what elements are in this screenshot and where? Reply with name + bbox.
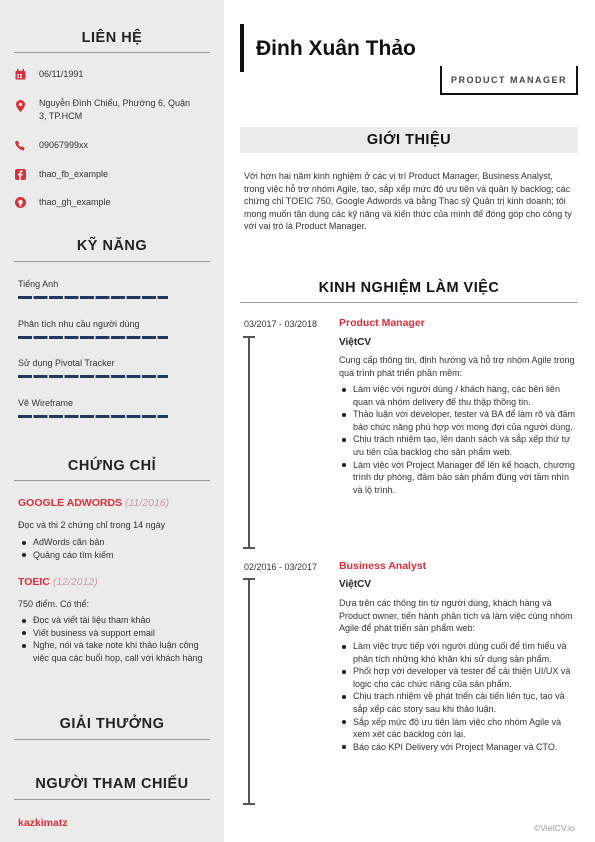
cert-title — [18, 497, 169, 509]
list-item: Viết business và support email — [20, 627, 210, 640]
list-item: Phối hợp với developer và tester để cải thiện UI/UX và logic cho các chức năng của sản phẩm. — [341, 665, 579, 690]
timeline-marker — [243, 803, 255, 805]
contact-phone — [14, 139, 214, 152]
contact-address — [14, 97, 214, 123]
skill-level-bar — [18, 336, 168, 339]
skill-item — [18, 397, 194, 418]
awards-heading: GIẢI THƯỞNG — [59, 716, 165, 732]
contact-heading: LIÊN HỆ — [81, 30, 143, 46]
skill-level-bar — [18, 415, 168, 418]
github-text: thao_gh_example — [39, 197, 111, 207]
list-item: Nghe, nói và take note khi thảo luận công việc qua các buổi họp, call với khách hàng — [20, 639, 210, 664]
skill-item — [18, 357, 194, 378]
skill-name: Tiếng Anh — [18, 279, 59, 289]
list-item: Làm việc trực tiếp với người dùng cuối để tìm hiểu và phân tích những khó khăn khi sử dụng sản phẩm. — [341, 640, 579, 665]
list-item: Chịu trách nhiệm về phát triển cải tiến liên tục, tạo và sắp xếp các story sau khi thảo luận. — [341, 690, 579, 715]
list-item: AdWords căn bản — [20, 536, 216, 549]
divider — [14, 799, 210, 800]
divider — [14, 261, 210, 262]
intro-text: Với hơn hai năm kinh nghiệm ở các vị trí Product Manager, Business Analyst, trong việc hỗ trợ nhóm Agile, tạo, sắp xếp mức độ ưu tiên và quản lý backlog; các chứng chỉ TOEIC 750, Google Adwords và bằng Thạc sỹ Quản trị kinh doanh; tôi mong muốn tận dụng các kỹ năng và kiến thức của mình để đóng góp cho công ty với vai trò là Product Manager. — [244, 171, 572, 232]
list-item: Thảo luận với developer, tester và BA để làm rõ và đảm bảo chức năng phù hợp với mong đợi của người dùng. — [341, 408, 579, 433]
facebook-icon — [14, 168, 27, 180]
skill-level-bar — [18, 296, 168, 299]
company-name: ViệtCV — [339, 337, 372, 348]
github-icon — [14, 196, 27, 208]
cert-list — [20, 536, 216, 561]
timeline-line — [248, 578, 250, 804]
skill-name: Sử dụng Pivotal Tracker — [18, 358, 115, 368]
job-date: 03/2017 - 03/2018 — [244, 319, 318, 329]
references-heading: NGƯỜI THAM CHIẾU — [35, 776, 189, 792]
skill-item — [18, 318, 194, 339]
skill-name: Phân tích nhu cầu người dùng — [18, 319, 140, 329]
location-icon — [14, 100, 27, 112]
skill-name: Vẽ Wireframe — [18, 398, 74, 408]
company-name: ViệtCV — [339, 579, 372, 590]
address-text: Nguyễn Đình Chiểu, Phường 6, Quận 3, TP.HCM — [39, 98, 191, 121]
list-item: Làm việc với Project Manager để lên kế hoạch, chương trình dự phòng, đảm bảo sản phẩm đúng với tầm nhìn và lộ trình. — [341, 459, 579, 497]
cert-name: GOOGLE ADWORDS — [18, 497, 123, 509]
certs-heading: CHỨNG CHỈ — [67, 458, 157, 474]
calendar-icon — [14, 68, 27, 80]
contact-birthday — [14, 68, 214, 81]
job-description: Dựa trên các thông tin từ người dùng, khách hàng và Product owner, tiến hành phân tích và làm việc cùng nhóm Agile để phát triển sản phẩm web: — [339, 598, 573, 634]
list-item: Chịu trách nhiệm tạo, lên danh sách và sắp xếp thứ tự ưu tiên của backlog cho sản phẩm web. — [341, 433, 579, 458]
cert-year: (12/2012) — [52, 576, 98, 588]
birthday-text: 06/11/1991 — [39, 69, 84, 79]
contact-github[interactable] — [14, 196, 214, 209]
divider — [14, 52, 210, 53]
job-title: Product Manager — [339, 317, 425, 329]
cert-title — [18, 576, 98, 588]
job-duties — [341, 640, 579, 753]
phone-text: 09067999xx — [39, 140, 89, 150]
job-duties — [341, 383, 579, 496]
cert-year: (11/2016) — [124, 497, 170, 509]
skills-heading: KỸ NĂNG — [76, 238, 148, 254]
job-date: 02/2016 - 03/2017 — [244, 562, 318, 572]
divider — [14, 480, 210, 481]
skill-level-bar — [18, 375, 168, 378]
facebook-text: thao_fb_example — [39, 169, 109, 179]
intro-heading: GIỚI THIỆU — [240, 127, 578, 153]
cert-name: TOEIC — [18, 576, 50, 588]
divider — [14, 739, 210, 740]
job-description: Cung cấp thông tin, định hướng và hỗ trợ nhóm Agile trong quá trình phát triển phần mềm: — [339, 355, 575, 378]
job-role: PRODUCT MANAGER — [440, 66, 578, 95]
list-item: Sắp xếp mức độ ưu tiên làm việc cho nhóm Agile và xem xét các backlog còn lại. — [341, 716, 579, 741]
cert-description: 750 điểm. Có thể: — [18, 599, 90, 609]
cert-list — [20, 614, 210, 664]
timeline-marker — [243, 547, 255, 549]
list-item: Làm việc với người dùng / khách hàng, các bên liên quan và nhóm delivery để thu thập thông tin. — [341, 383, 579, 408]
divider — [240, 302, 578, 303]
person-name: Đinh Xuân Thảo — [256, 37, 416, 60]
contact-facebook[interactable] — [14, 168, 214, 181]
skill-item — [18, 278, 194, 299]
cert-description: Đọc và thi 2 chứng chỉ trong 14 ngày — [18, 520, 166, 530]
experience-heading: KINH NGHIỆM LÀM VIỆC — [318, 280, 500, 296]
list-item: Báo cáo KPI Delivery với Project Manager và CTO. — [341, 741, 579, 754]
watermark: ©VietCV.io — [534, 823, 575, 833]
phone-icon — [14, 139, 27, 151]
job-title: Business Analyst — [339, 560, 427, 572]
list-item: Quảng cáo tìm kiếm — [20, 549, 216, 562]
timeline-line — [248, 336, 250, 548]
list-item: Đọc và viết tài liệu tham khảo — [20, 614, 210, 627]
reference-name: kazkimatz — [18, 817, 68, 829]
